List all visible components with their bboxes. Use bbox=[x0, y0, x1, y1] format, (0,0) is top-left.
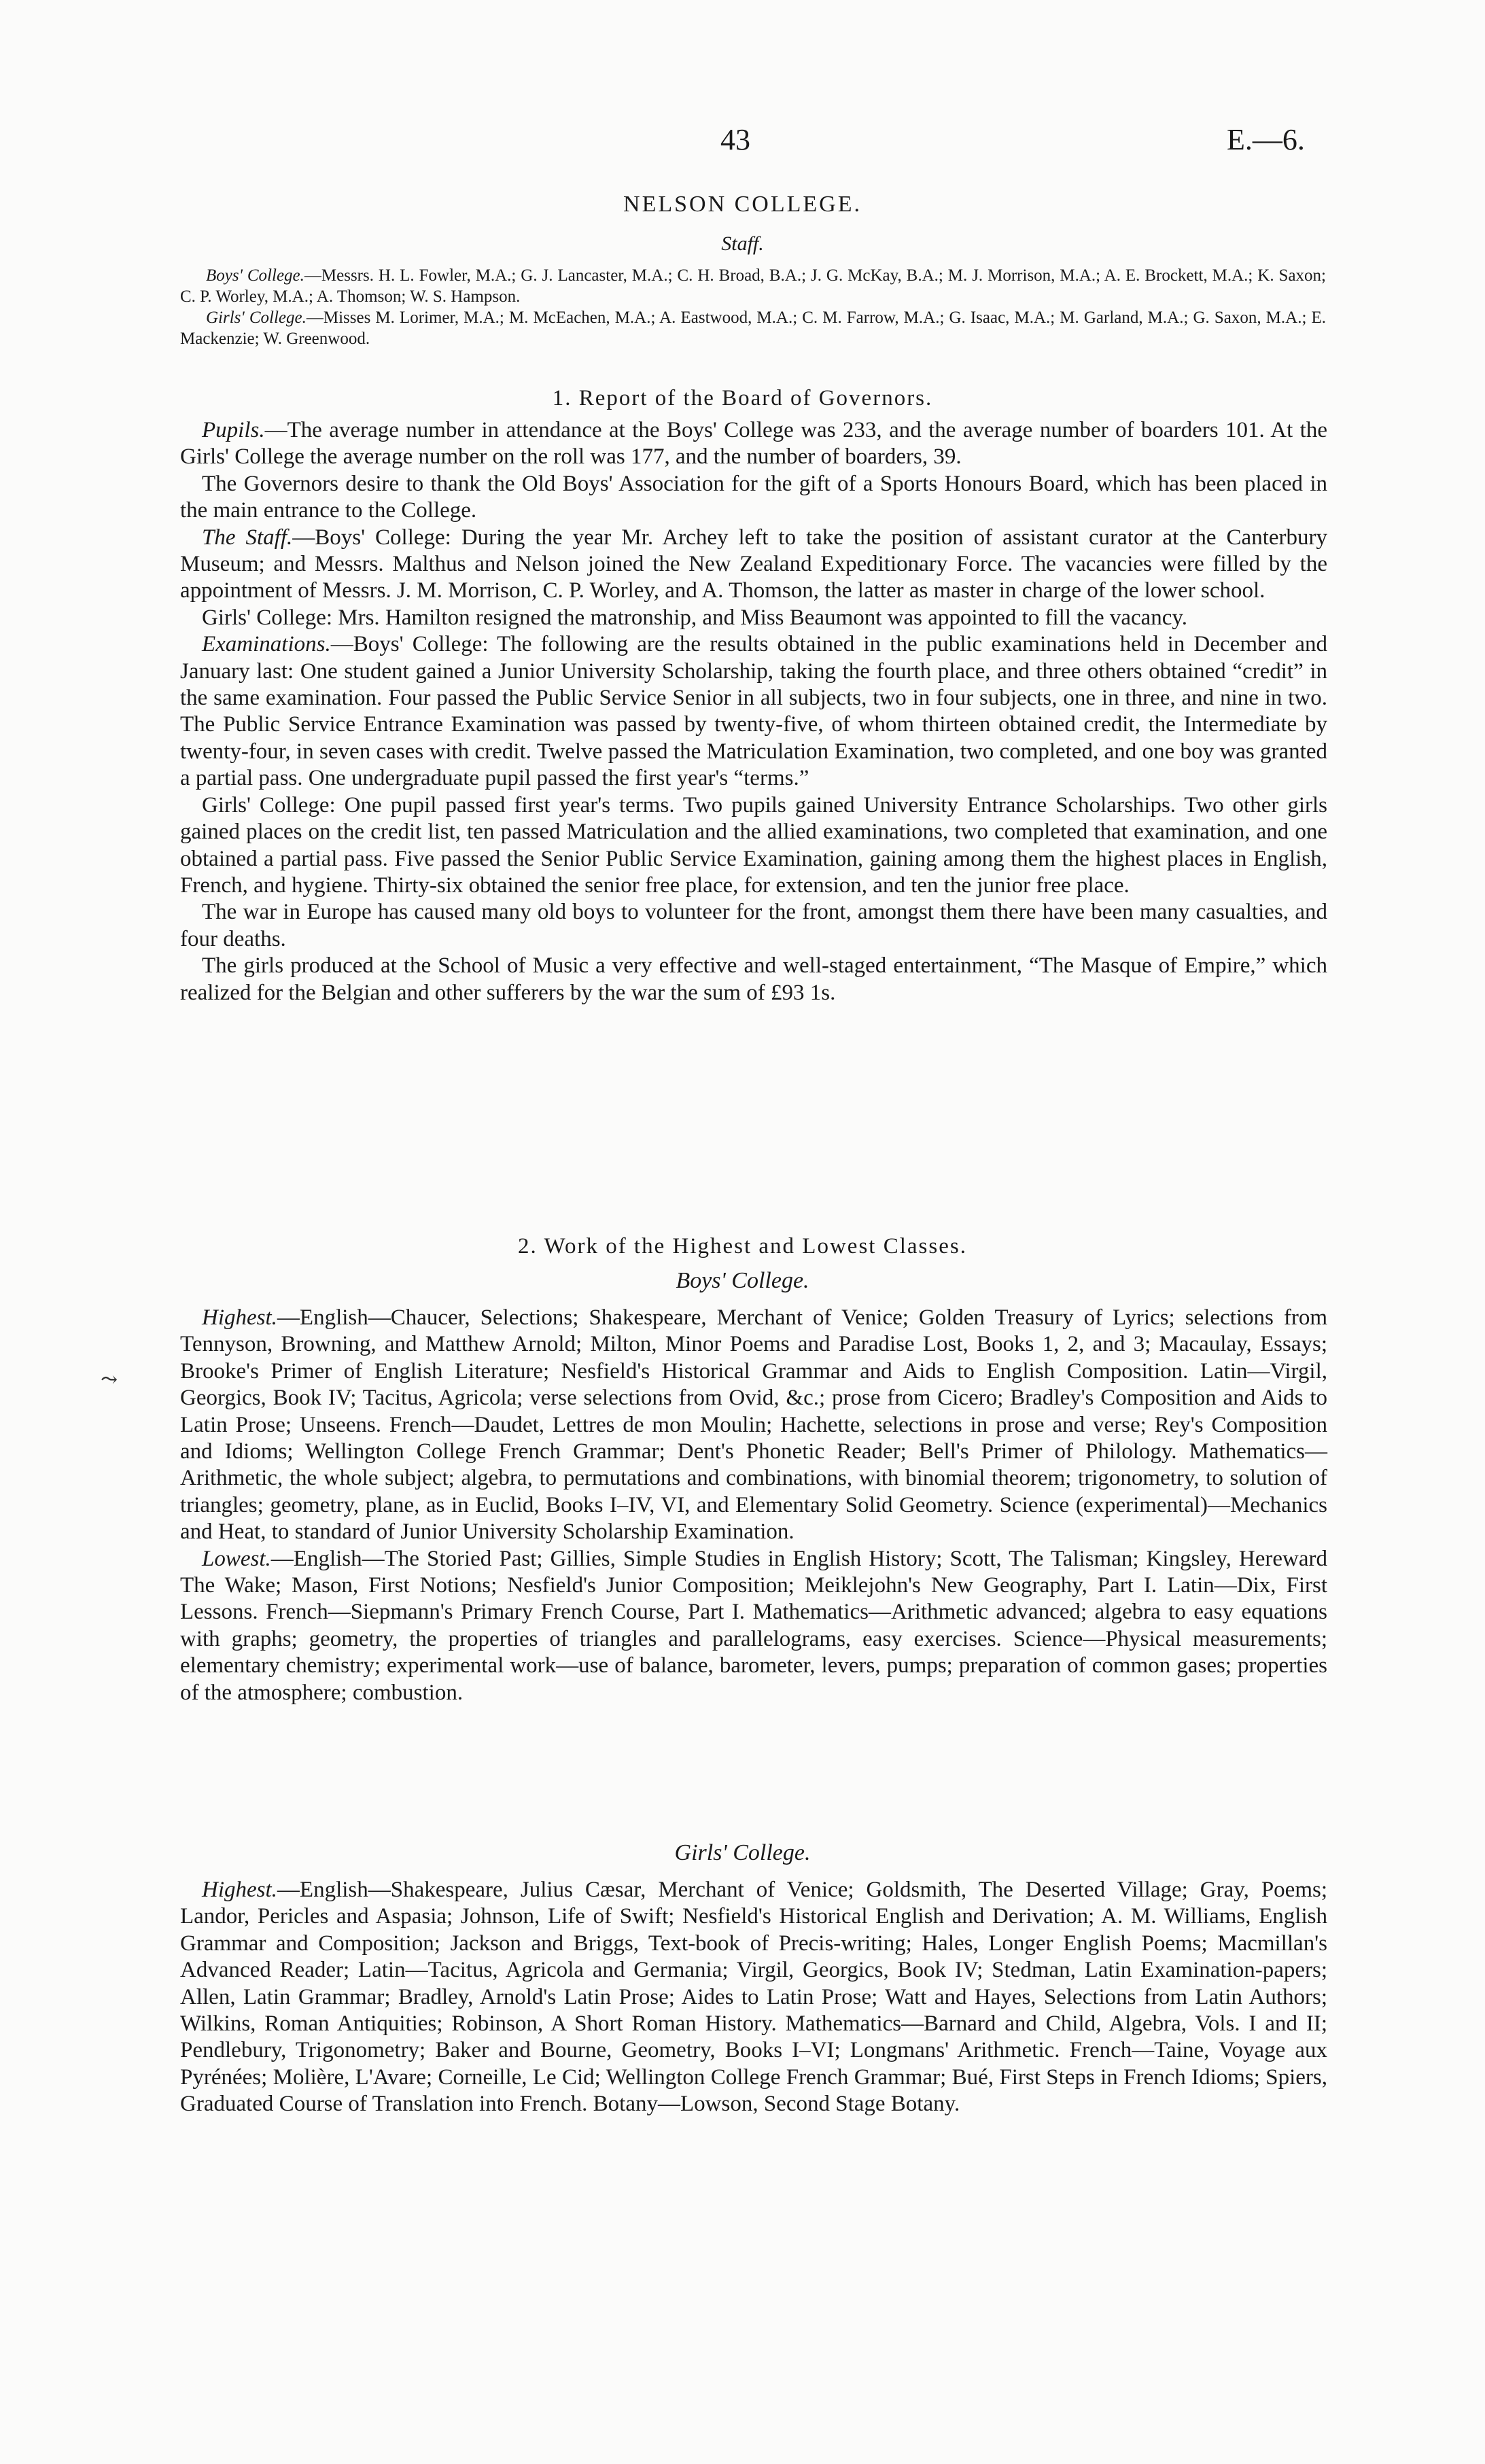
staff-girls bbox=[180, 307, 1326, 349]
paragraph bbox=[180, 953, 1327, 1006]
section-2-heading: 2. Work of the Highest and Lowest Classes. bbox=[518, 1234, 967, 1259]
paragraph bbox=[180, 471, 1327, 525]
paragraph-lead: Highest. bbox=[202, 1878, 277, 1902]
paragraph-text: The Governors desire to thank the Old Boys' Association for the gift of a Sports Honours Board, which has been placed in the main entrance to the College. bbox=[180, 471, 1327, 523]
paragraph bbox=[180, 899, 1327, 953]
paragraph bbox=[180, 417, 1327, 471]
girls-college-heading: Girls' College. bbox=[674, 1840, 811, 1865]
paragraph bbox=[180, 1877, 1327, 2118]
paragraph bbox=[180, 1305, 1327, 1546]
staff-boys-names: —Messrs. H. L. Fowler, M.A.; G. J. Lancaster, M.A.; C. H. Broad, B.A.; J. G. McKay, B.A.; M. J. Morrison, M.A.; A. E. Brockett, M.A.; K. Saxon; C. P. Worley, M.A.; A. Thomson; W. S. Hampson. bbox=[180, 266, 1326, 306]
paragraph bbox=[180, 792, 1327, 900]
section-1-heading: 1. Report of the Board of Governors. bbox=[552, 386, 933, 410]
page-title: NELSON COLLEGE. bbox=[623, 192, 862, 217]
staff-boys bbox=[180, 265, 1326, 307]
paragraph-text: —English—The Storied Past; Gillies, Simple Studies in English History; Scott, The Talisman; Kingsley, Hereward The Wake; Mason, First Notions; Nesfield's Junior Composition; Meiklejohn's New Geography, Part I. Latin—Dix, First Lessons. French—Siepmann's Primary French Course, Part I. Mathematics—Arithmetic advanced; algebra to easy equations with graphs; geometry, the properties of triangles and parallelograms, easy exercises. Science—Physical measurements; elementary chemistry; experimental work—use of balance, barometer, levers, pumps; preparation of common gases; properties of the atmosphere; combustion. bbox=[180, 1546, 1327, 1705]
paragraph-lead: Highest. bbox=[202, 1305, 277, 1330]
paragraph-text: —The average number in attendance at the Boys' College was 233, and the average number of boarders 101. At the Girls' College the average number on the roll was 177, and the number of boarders, 39. bbox=[180, 418, 1327, 470]
staff-girls-names: —Misses M. Lorimer, M.A.; M. McEachen, M.A.; A. Eastwood, M.A.; C. M. Farrow, M.A.; G. Isaac, M.A.; M. Garland, M.A.; G. Saxon, M.A.; E. Mackenzie; W. Greenwood. bbox=[180, 309, 1326, 348]
paragraph-text: —Boys' College: During the year Mr. Archey left to take the position of assistant curator at the Canterbury Museum; and Messrs. Malthus and Nelson joined the New Zealand Expeditionary Force. The vacancies were filled by the appointment of Messrs. J. M. Morrison, C. P. Worley, and A. Thomson, the latter as master in charge of the lower school. bbox=[180, 525, 1327, 603]
paragraph-text: —English—Shakespeare, Julius Cæsar, Merchant of Venice; Goldsmith, The Deserted Village; Gray, Poems; Landor, Pericles and Aspasia; Johnson, Life of Swift; Nesfield's Historical English and Derivation; A. M. Williams, English Grammar and Composition; Jackson and Briggs, Text-book of Precis-writing; Hales, Longer English Poems; Macmillan's Advanced Reader; Latin—Tacitus, Agricola and Germania; Virgil, Georgics, Book IV; Stedman, Latin Examination-papers; Allen, Latin Grammar; Bradley, Arnold's Latin Prose; Aides to Latin Prose; Watt and Hayes, Selections from Latin Authors; Wilkins, Roman Antiquities; Robinson, A Short Roman History. Mathematics—Barnard and Child, Algebra, Vols. I and II; Pendlebury, Trigonometry; Baker and Bourne, Geometry, Books I–VI; Longmans' Arithmetic. French—Taine, Voyage aux Pyrénées; Molière, L'Avare; Corneille, Le Cid; Wellington College French Grammar; Bué, First Steps in French Idioms; Spiers, Graduated Course of Translation into French. Botany—Lowson, Second Stage Botany. bbox=[180, 1878, 1327, 2117]
boys-college-heading: Boys' College. bbox=[676, 1268, 809, 1293]
boys-college-body bbox=[180, 1305, 1327, 1706]
paragraph bbox=[180, 605, 1327, 631]
section-1-body bbox=[180, 417, 1327, 1006]
paragraph-text: —English—Chaucer, Selections; Shakespeare, Merchant of Venice; Golden Treasury of Lyrics; selections from Tennyson, Browning, and Matthew Arnold; Milton, Minor Poems and Paradise Lost, Books 1, 2, and 3; Macaulay, Essays; Brooke's Primer of English Literature; Nesfield's Historical Grammar and Aids to English Composition. Latin—Virgil, Georgics, Book IV; Tacitus, Agricola; verse selections from Ovid, &c.; prose from Cicero; Bradley's Composition and Aids to Latin Prose; Unseens. French—Daudet, Lettres de mon Moulin; Hachette, selections in prose and verse; Rey's Composition and Idioms; Wellington College French Grammar; Dent's Phonetic Reader; Bell's Primer of Philology. Mathematics—Arithmetic, the whole subject; algebra, to permutations and combinations, with binomial theorem; trigonometry, to solution of triangles; geometry, plane, as in Euclid, Books I–IV, VI, and Elementary Solid Geometry. Science (experimental)—Mechanics and Heat, to standard of Junior University Scholarship Examination. bbox=[180, 1305, 1327, 1545]
paragraph-text: The girls produced at the School of Music a very effective and well-staged entertainment, “The Masque of Empire,” which realized for the Belgian and other sufferers by the war the sum of £93 1s. bbox=[180, 953, 1327, 1005]
paragraph bbox=[180, 1546, 1327, 1706]
paragraph-text: Girls' College: Mrs. Hamilton resigned the matronship, and Miss Beaumont was appointed to fill the vacancy. bbox=[202, 605, 1188, 630]
staff-boys-lead: Boys' College. bbox=[206, 266, 304, 285]
staff-girls-lead: Girls' College. bbox=[206, 309, 307, 327]
paragraph-lead: Pupils. bbox=[202, 418, 265, 442]
paragraph-lead: Examinations. bbox=[202, 632, 331, 657]
girls-college-body bbox=[180, 1877, 1327, 2118]
paragraph bbox=[180, 525, 1327, 605]
document-reference: E.—6. bbox=[1227, 123, 1305, 156]
staff-heading: Staff. bbox=[721, 232, 764, 255]
paragraph-text: The war in Europe has caused many old boys to volunteer for the front, amongst them there have been many casualties, and four deaths. bbox=[180, 900, 1327, 951]
paragraph-text: Girls' College: One pupil passed first year's terms. Two pupils gained University Entrance Scholarships. Two other girls gained places on the credit list, ten passed Matriculation and the allied examinations, two completed that examination, and one obtained a partial pass. Five passed the Senior Public Service Examination, gaining among them the highest places in English, French, and hygiene. Thirty-six obtained the senior free place, for extension, and ten the junior free place. bbox=[180, 792, 1327, 898]
paragraph-text: —Boys' College: The following are the results obtained in the public examinations held in December and January last: One student gained a Junior University Scholarship, taking the fourth place, and three others obtained “credit” in the same examination. Four passed the Public Service Senior in all subjects, two in four subjects, one in three, and nine in two. The Public Service Entrance Examination was passed by twenty-five, of whom thirteen obtained credit, the Intermediate by twenty-four, in seven cases with credit. Twelve passed the Matriculation Examination, two completed, and one boy was granted a partial pass. One undergraduate pupil passed the first year's “terms.” bbox=[180, 632, 1327, 791]
margin-mark: ⤳ bbox=[101, 1369, 118, 1391]
page-number: 43 bbox=[720, 123, 750, 156]
paragraph-lead: Lowest. bbox=[202, 1546, 271, 1571]
paragraph-lead: The Staff. bbox=[202, 525, 293, 550]
staff-list bbox=[180, 265, 1326, 349]
paragraph bbox=[180, 631, 1327, 792]
